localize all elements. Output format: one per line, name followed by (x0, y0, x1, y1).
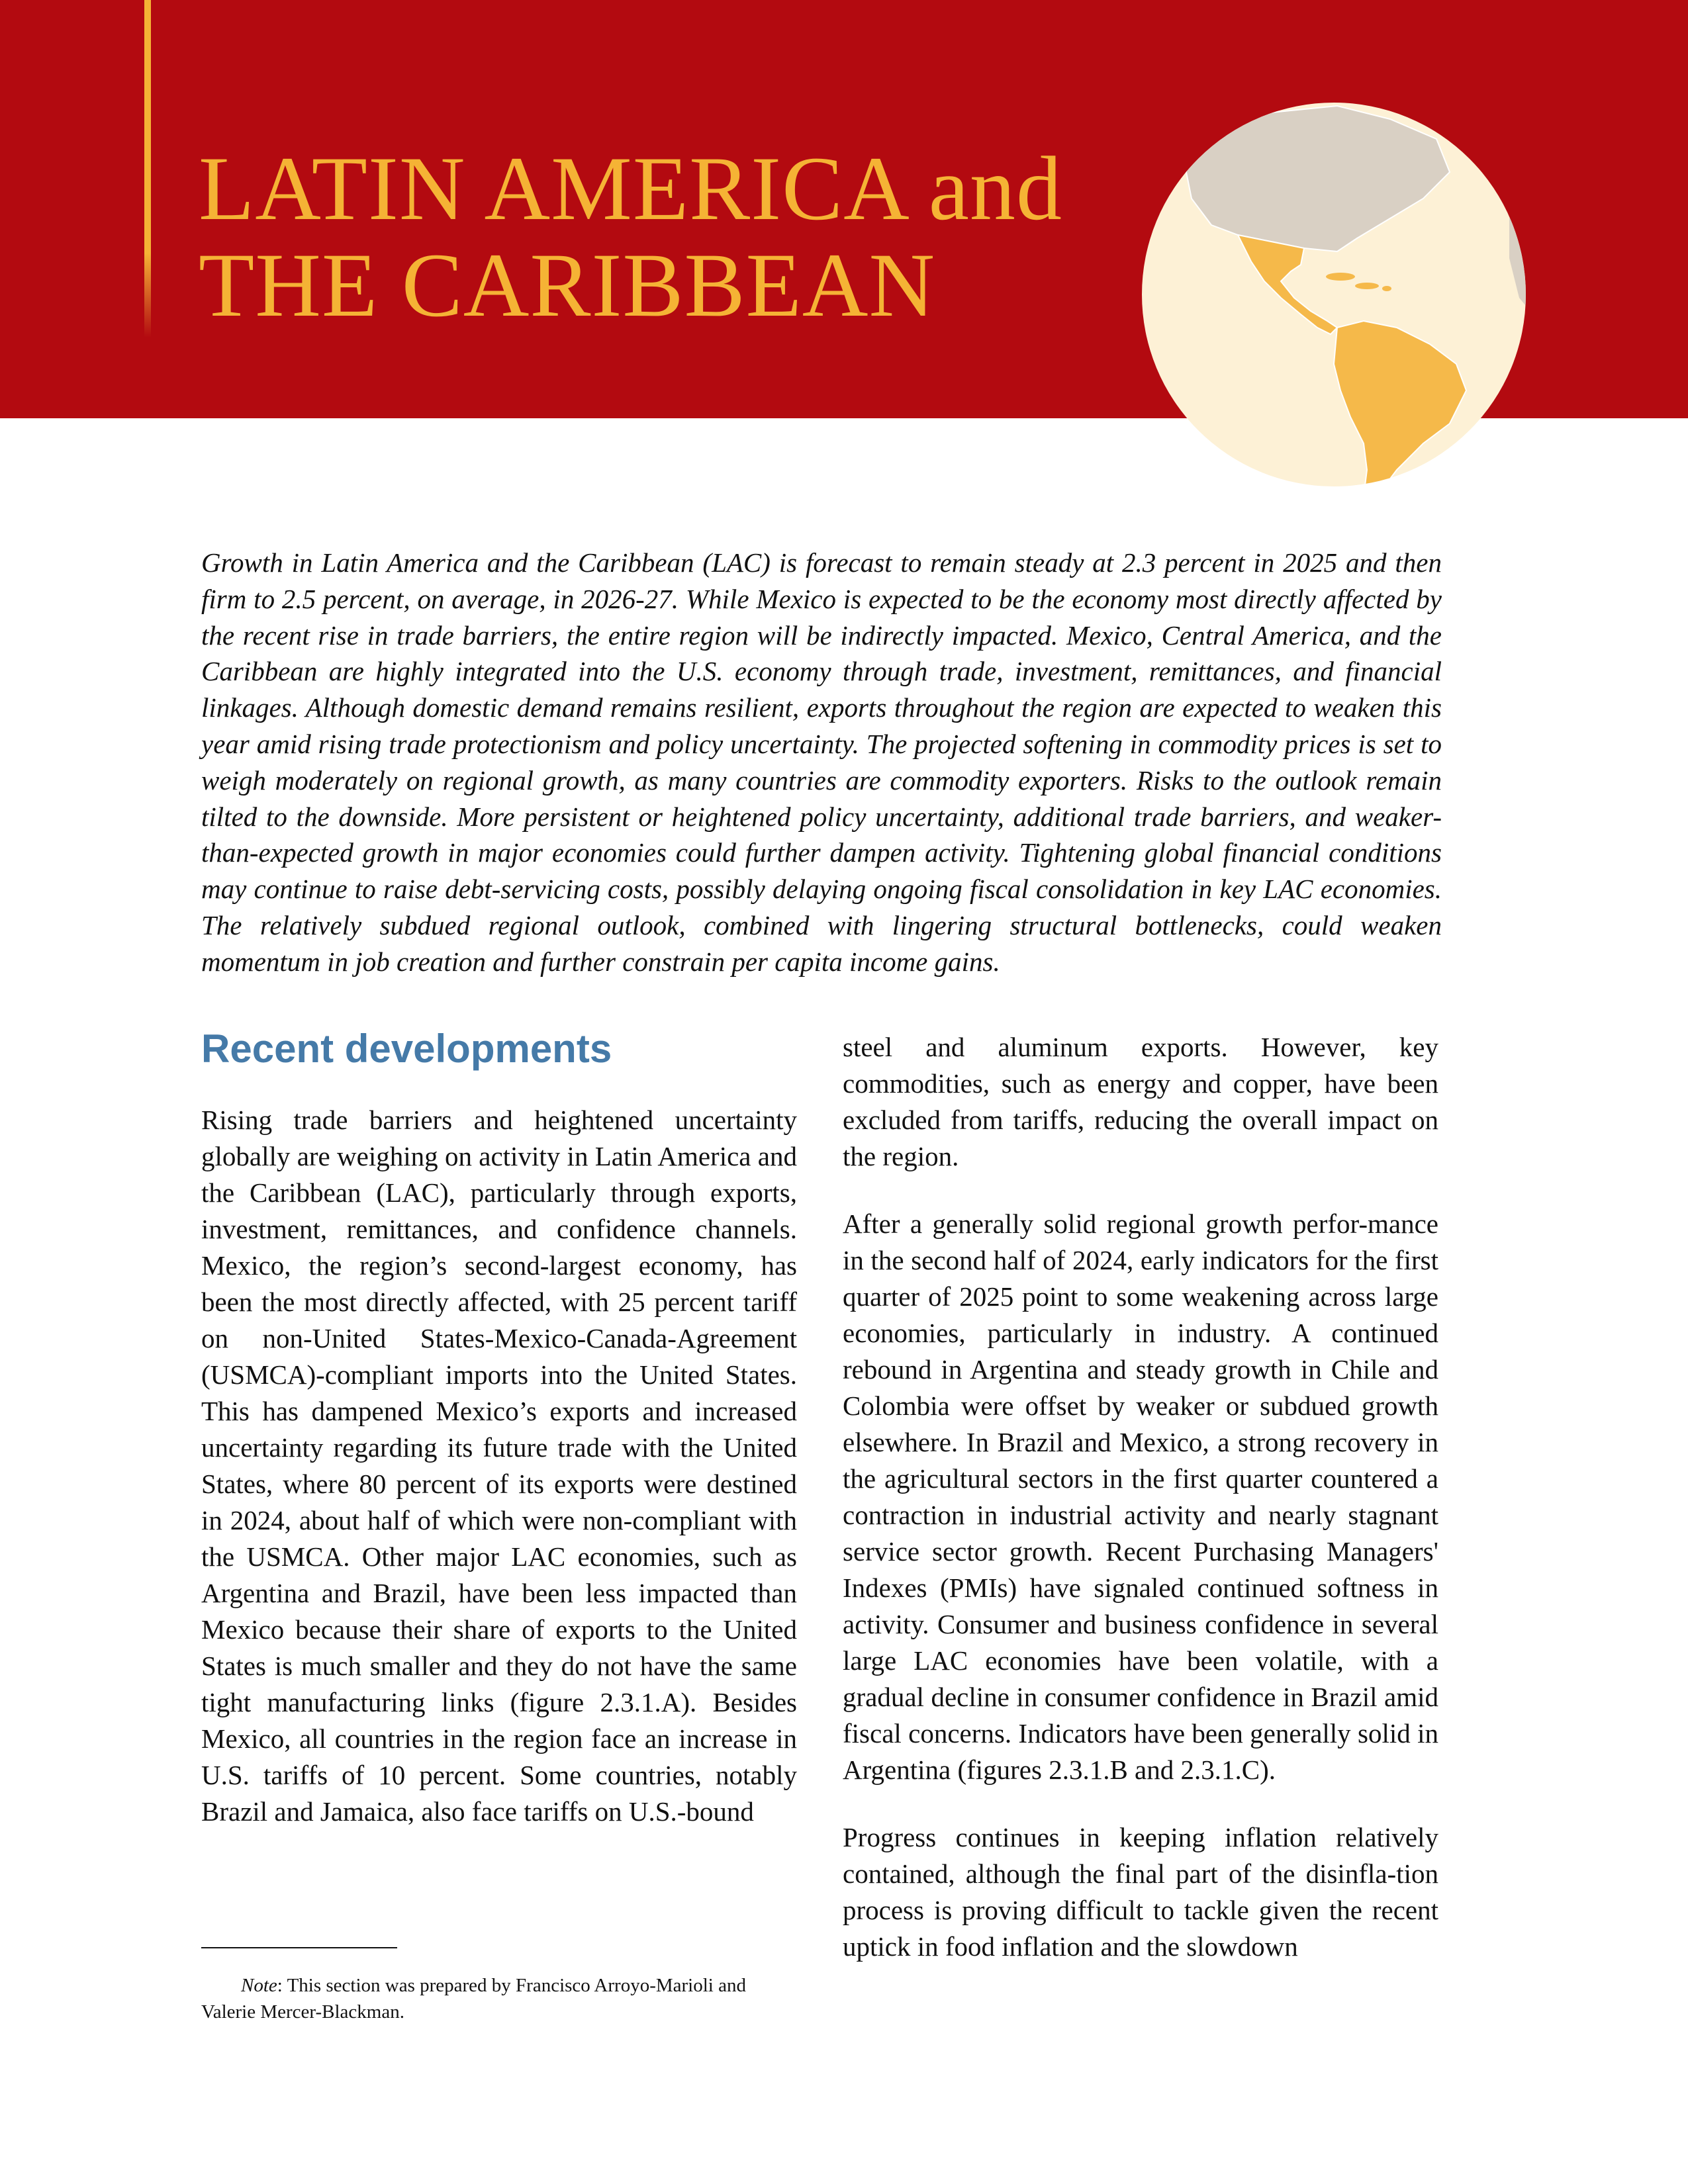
title-line-2: THE CARIBBEAN (199, 234, 936, 336)
footnote (201, 1972, 797, 2025)
section-heading: Recent developments (201, 1026, 612, 1071)
body-paragraph: steel and aluminum exports. However, key commodities, such as energy and copper, have been excluded from tariffs, reducing the overall impact on the region. (843, 1032, 1438, 1171)
footnote-text: : This section was prepared by Francisco Arroyo-Marioli and Valerie Mercer-Blackman. (201, 1975, 746, 2023)
page-title (199, 140, 1125, 334)
banner-accent-rule (144, 0, 151, 338)
chapter-summary: Growth in Latin America and the Caribbean (LAC) is forecast to remain steady at 2.3 percent in 2025 and then firm to 2.5 percent, on average, in 2026-27. While Mexico is expected to be the economy most directly affected by the recent rise in trade barriers, the entire region will be indirectly impacted. Mexico, Central America, and the Caribbean are highly integrated into the U.S. economy through trade, investment, remittances, and financial linkages. Although domestic demand remains resilient, exports throughout the region are expected to weaken this year amid rising trade protectionism and policy uncertainty. The projected softening in commodity prices is set to weigh moderately on regional growth, as many countries are commodity exporters. Risks to the outlook remain tilted to the downside. More persistent or heightened policy uncertainty, additional trade barriers, and weaker-than-expected growth in major economies could further dampen activity. Tightening global financial conditions may continue to raise debt-servicing costs, possibly delaying ongoing fiscal consolidation in key LAC economies. The relatively subdued regional outlook, combined with lingering structural bottlenecks, could weaken momentum in job creation and further constrain per capita income gains. (201, 547, 1442, 977)
body-paragraph: Progress continues in keeping inflation relatively contained, although the final part of the disinfla-tion process is proving difficult to tackle given the recent uptick in food inflation and the slowdown (843, 1822, 1438, 1962)
right-column (843, 1029, 1438, 1996)
left-column (201, 1023, 797, 1830)
footnote-label: Note (241, 1975, 277, 1996)
body-paragraph: After a generally solid regional growth perfor-mance in the second half of 2024, early indicators for the first quarter of 2025 point to some weakening across large economies, particularly in industry. A continued rebound in Argentina and steady growth in Chile and Colombia were offset by weaker or subdued growth elsewhere. In Brazil and Mexico, a strong recovery in the agricultural sectors in the first quarter countered a contraction in industrial activity and nearly stagnant service sector growth. Recent Purchasing Managers' Indexes (PMIs) have signaled continued softness in activity. Consumer and business confidence in several large LAC economies have been volatile, with a gradual decline in consumer confidence in Brazil amid fiscal concerns. Indicators have been generally solid in Argentina (figures 2.3.1.B and 2.3.1.C). (843, 1208, 1438, 1785)
footnote-divider (201, 1947, 397, 1948)
globe-americas-icon (1139, 99, 1529, 490)
title-line-1: LATIN AMERICA and (199, 138, 1062, 239)
body-paragraph: Rising trade barriers and heightened uncertainty globally are weighing on activity in Latin America and the Caribbean (LAC), particularly through exports, investment, remittances, and confidence channels. Mexico, the region’s second-largest economy, has been the most directly affected, with 25 percent tariff on non-United States-Mexico-Canada-Agreement (USMCA)-compliant imports into the United States. This has dampened Mexico’s exports and increased uncertainty regarding its future trade with the United States, where 80 percent of its exports were destined in 2024, about half of which were non-compliant with the USMCA. Other major LAC economies, such as Argentina and Brazil, have been less impacted than Mexico because their share of exports to the United States is much smaller and they do not have the same tight manufacturing links (figure 2.3.1.A). Besides Mexico, all countries in the region face an increase in U.S. tariffs of 10 percent. Some countries, notably Brazil and Jamaica, also face tariffs on U.S.-bound (201, 1105, 797, 1827)
